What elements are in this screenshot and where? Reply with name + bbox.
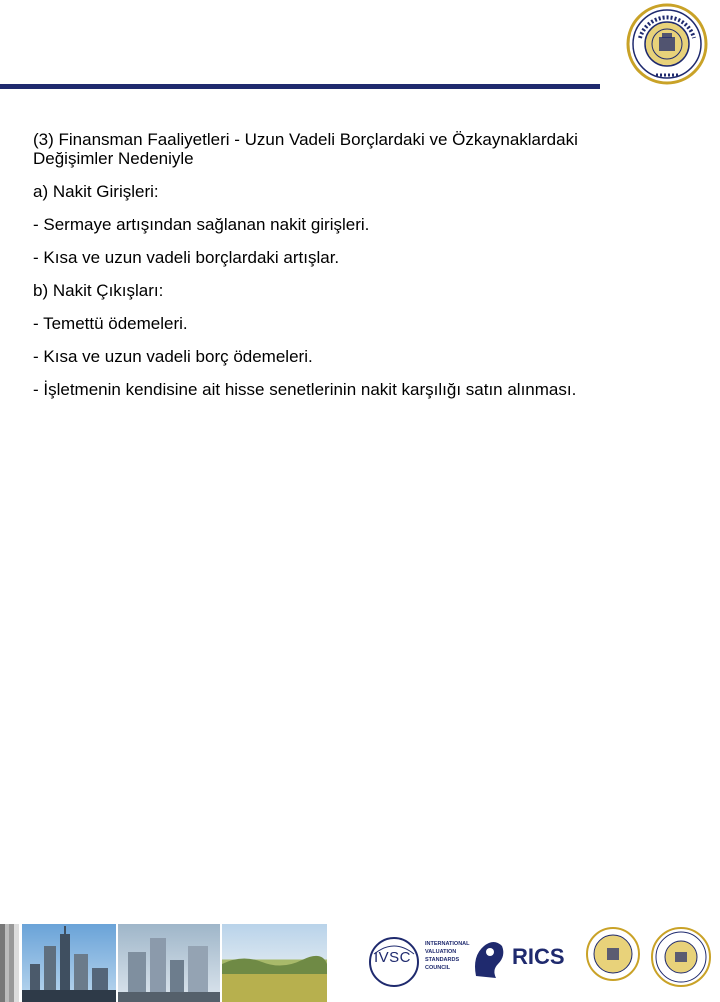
list-item: - Sermaye artışından sağlanan nakit girişleri. [33, 215, 370, 234]
list-item: - İşletmenin kendisine ait hisse senetlerinin nakit karşılığı satın alınması. [33, 380, 577, 399]
list-item: - Temettü ödemeleri. [33, 314, 188, 333]
city-skyline-photo [22, 924, 116, 1002]
slide-content [33, 130, 633, 399]
slide-title: (3) Finansman Faaliyetleri - Uzun Vadeli Borçlardaki ve Özkaynaklardaki Değişimler Nedeniyle [33, 130, 578, 168]
list-item: - Kısa ve uzun vadeli borç ödemeleri. [33, 347, 313, 366]
rics-logo-label: RICS [512, 944, 565, 969]
office-towers-photo [118, 924, 220, 1002]
top-accent-bar [0, 84, 600, 89]
university-seal-logo [626, 3, 708, 85]
footer-stripe [14, 924, 19, 1002]
ivsc-caption: INTERNATIONAL VALUATION STANDARDS COUNCIL [425, 941, 470, 971]
ivsc-logo-label: IVSC [374, 949, 412, 966]
footer-strip [0, 462, 720, 971]
list-item: - Kısa ve uzun vadeli borçlardaki artışlar. [33, 248, 340, 267]
partner-seal-logo [585, 926, 641, 982]
list-item: b) Nakit Çıkışları: [33, 281, 164, 300]
rics-lion-icon [470, 936, 506, 980]
list-item: a) Nakit Girişleri: [33, 182, 159, 201]
green-field-photo [222, 924, 327, 1002]
ankara-university-seal-small [650, 926, 712, 988]
